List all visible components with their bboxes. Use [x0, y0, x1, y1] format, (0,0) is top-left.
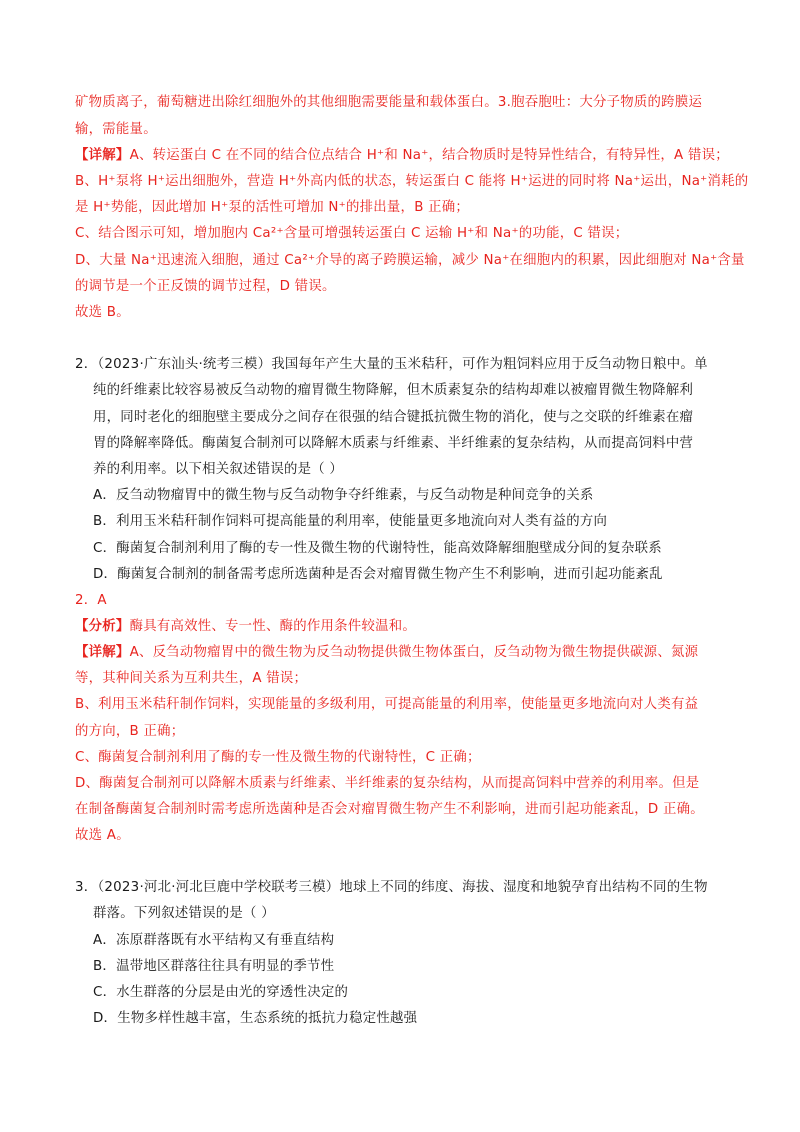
question-text: （2023·广东汕头·统考三模）我国每年产生大量的玉米秸秆，可作为粗饲料应用于反刍动物日粮中。单 [97, 357, 708, 372]
q3-option-c: C．水生群落的分层是由光的穿透性决定的 [93, 985, 349, 1000]
q2-stem-line: 养的利用率。以下相关叙述错误的是（ ） [93, 462, 344, 477]
detail-text: A、转运蛋白 C 在不同的结合位点结合 H⁺和 Na⁺，结合物质时是特异性结合，有特异性，A 错误； [129, 148, 729, 163]
detail-tag: 【详解】 [75, 148, 130, 163]
q1-detail-line: 是 H⁺势能，因此增加 H⁺泵的活性可增加 N⁺的排出量，B 正确； [75, 200, 470, 215]
q2-detail-line: C、酶菌复合制剂利用了酶的专一性及微生物的代谢特性，C 正确； [75, 750, 481, 765]
analysis-text: 酶具有高效性、专一性、酶的作用条件较温和。 [129, 619, 417, 634]
q2-detail-line: 的方向，B 正确； [75, 724, 185, 739]
q2-stem-line [75, 355, 708, 375]
q3-option-a: A．冻原群落既有水平结构又有垂直结构 [93, 933, 335, 948]
q1-detail-line: C、结合图示可知，增加胞内 Ca²⁺含量可增强转运蛋白 C 运输 H⁺和 Na⁺的功能，C 错误； [75, 226, 629, 241]
q1-detail-line: 的调节是一个正反馈的调节过程，D 错误。 [75, 279, 336, 294]
q2-detail-line: 等，其种间关系为互利共生，A 错误； [75, 671, 308, 686]
analysis-tag: 【分析】 [75, 619, 130, 634]
detail-text: A、反刍动物瘤胃中的微生物为反刍动物提供微生物体蛋白，反刍动物为微生物提供碳源、氮源 [129, 645, 699, 660]
q2-stem-line: 胃的降解率降低。酶菌复合制剂可以降解木质素与纤维素、半纤维素的复杂结构，从而提高饲料中营 [93, 436, 694, 451]
q2-conclusion: 故选 A。 [75, 828, 130, 843]
q2-answer: 2．A [75, 593, 107, 608]
q3-option-b: B．温带地区群落往往具有明显的季节性 [93, 959, 335, 974]
q1-explanation-line: 输，需能量。 [75, 122, 157, 137]
q3-stem-line: 群落。下列叙述错误的是（ ） [93, 906, 275, 921]
q2-detail-line [75, 643, 698, 663]
detail-tag: 【详解】 [75, 645, 130, 660]
q2-detail-line: 在制备酶菌复合制剂时需考虑所选菌种是否会对瘤胃微生物产生不利影响，进而引起功能紊乱，D 正确。 [75, 802, 704, 817]
q2-stem-line: 纯的纤维素比较容易被反刍动物的瘤胃微生物降解，但木质素复杂的结构却难以被瘤胃微生物降解利 [93, 383, 694, 398]
question-text: （2023·河北·河北巨鹿中学校联考三模）地球上不同的纬度、海拔、湿度和地貌孕育出结构不同的生物 [97, 880, 708, 895]
q2-option-a: A．反刍动物瘤胃中的微生物与反刍动物争夺纤维素，与反刍动物是种间竞争的关系 [93, 488, 594, 503]
question-number: 3． [75, 880, 98, 895]
q2-analysis-line [75, 617, 416, 637]
q1-detail-line: B、H⁺泵将 H⁺运出细胞外，营造 H⁺外高内低的状态，转运蛋白 C 能将 H⁺运进的同时将 Na⁺运出，Na⁺消耗的 [75, 174, 749, 189]
q3-option-d: D．生物多样性越丰富，生态系统的抵抗力稳定性越强 [93, 1011, 418, 1026]
q2-detail-line: B、利用玉米秸秆制作饲料，实现能量的多级利用，可提高能量的利用率，使能量更多地流向对人类有益 [75, 697, 699, 712]
q2-option-d: D．酶菌复合制剂的制备需考虑所选菌种是否会对瘤胃微生物产生不利影响，进而引起功能紊乱 [93, 567, 663, 582]
q1-explanation-line: 矿物质离子，葡萄糖进出除红细胞外的其他细胞需要能量和载体蛋白。3.胞吞胞吐：大分子物质的跨膜运 [75, 95, 703, 110]
question-number: 2． [75, 357, 98, 372]
q2-stem-line: 用，同时老化的细胞壁主要成分之间存在很强的结合键抵抗微生物的消化，使与之交联的纤维素在瘤 [93, 410, 694, 425]
q2-detail-line: D、酶菌复合制剂可以降解木质素与纤维素、半纤维素的复杂结构，从而提高饲料中营养的利用率。但是 [75, 776, 700, 791]
q1-detail-line [75, 146, 729, 166]
q1-detail-line: D、大量 Na⁺迅速流入细胞，通过 Ca²⁺介导的离子跨膜运输，减少 Na⁺在细胞内的积累，因此细胞对 Na⁺含量 [75, 253, 745, 268]
q2-option-b: B．利用玉米秸秆制作饲料可提高能量的利用率，使能量更多地流向对人类有益的方向 [93, 514, 608, 529]
q2-option-c: C．酶菌复合制剂利用了酶的专一性及微生物的代谢特性，能高效降解细胞壁成分间的复杂联系 [93, 541, 662, 556]
q3-stem-line [75, 878, 708, 898]
q1-conclusion: 故选 B。 [75, 305, 130, 320]
